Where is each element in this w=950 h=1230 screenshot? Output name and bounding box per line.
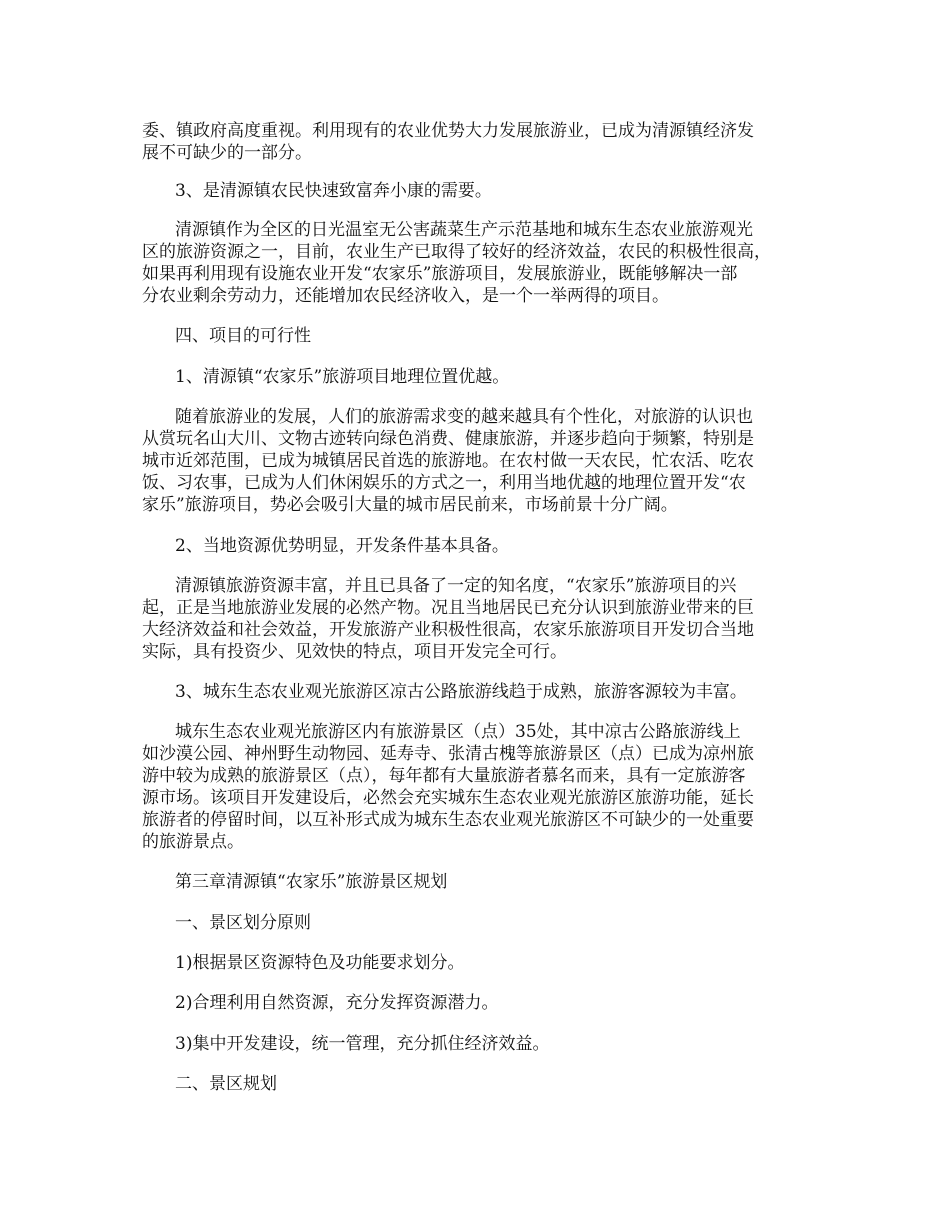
text-line: 四、项目的可行性 (175, 326, 311, 346)
text-line: 随着旅游业的发展，人们的旅游需求变的越来越具有个性化，对旅游的认识也 (175, 407, 753, 427)
text-line: 区的旅游资源之一，目前，农业生产已取得了较好的经济效益，农民的积极性很高， (142, 242, 771, 262)
text-line: 如果再利用现有设施农业开发“农家乐”旅游项目，发展旅游业，既能够解决一部 (142, 264, 738, 284)
text-line: 饭、习农事，已成为人们休闲娱乐的方式之一，利用当地优越的地理位置开发“农 (142, 473, 746, 493)
text-line: 清源镇作为全区的日光温室无公害蔬菜生产示范基地和城东生态农业旅游观光 (175, 220, 753, 240)
text-line: 游中较为成熟的旅游景区（点），每年都有大量旅游者慕名而来，具有一定旅游客 (142, 766, 746, 786)
text-line: 家乐”旅游项目，势必会吸引大量的城市居民前来，市场前景十分广阔。 (142, 495, 678, 515)
text-line: 如沙漠公园、神州野生动物园、延寿寺、张清古槐等旅游景区（点）已成为凉州旅 (142, 744, 754, 764)
text-line: 清源镇旅游资源丰富，并且已具备了一定的知名度，“农家乐”旅游项目的兴 (175, 576, 737, 596)
text-line: 从赏玩名山大川、文物古迹转向绿色消费、健康旅游，并逐步趋向于频繁，特别是 (142, 429, 754, 449)
text-line: 展不可缺少的一部分。 (142, 143, 312, 163)
text-line: 实际，具有投资少、见效快的特点，项目开发完全可行。 (142, 642, 567, 662)
text-line: 城市近郊范围，已成为城镇居民首选的旅游地。在农村做一天农民，忙农活、吃农 (142, 451, 754, 471)
text-line: 起，正是当地旅游业发展的必然产物。况且当地居民已充分认识到旅游业带来的巨 (142, 598, 754, 618)
text-line: 分农业剩余劳动力，还能增加农民经济收入，是一个一举两得的项目。 (142, 286, 669, 306)
text-line: 1)根据景区资源特色及功能要求划分。 (175, 953, 465, 973)
text-line: 旅游者的停留时间，以互补形式成为城东生态农业观光旅游区不可缺少的一处重要 (142, 810, 754, 830)
text-line: 大经济效益和社会效益，开发旅游产业积极性很高，农家乐旅游项目开发切合当地 (142, 620, 754, 640)
text-line: 源市场。该项目开发建设后，必然会充实城东生态农业观光旅游区旅游功能，延长 (142, 788, 754, 808)
text-line: 第三章清源镇“农家乐”旅游景区规划 (175, 872, 448, 892)
text-line: 1、清源镇“农家乐”旅游项目地理位置优越。 (175, 367, 510, 387)
text-line: 2、当地资源优势明显，开发条件基本具备。 (175, 536, 509, 556)
text-line: 的旅游景点。 (142, 832, 244, 852)
text-line: 一、景区划分原则 (175, 913, 311, 933)
text-line: 2)合理利用自然资源，充分发挥资源潜力。 (175, 993, 499, 1013)
text-line: 3、城东生态农业观光旅游区凉古公路旅游线趋于成熟，旅游客源较为丰富。 (175, 682, 747, 702)
text-line: 委、镇政府高度重视。利用现有的农业优势大力发展旅游业，已成为清源镇经济发 (142, 121, 754, 141)
text-line: 3、是清源镇农民快速致富奔小康的需要。 (175, 181, 492, 201)
text-line: 3)集中开发建设，统一管理，充分抓住经济效益。 (175, 1034, 550, 1054)
text-line: 城东生态农业观光旅游区内有旅游景区（点）35处，其中凉古公路旅游线上 (175, 722, 741, 742)
text-line: 二、景区规划 (175, 1074, 277, 1094)
